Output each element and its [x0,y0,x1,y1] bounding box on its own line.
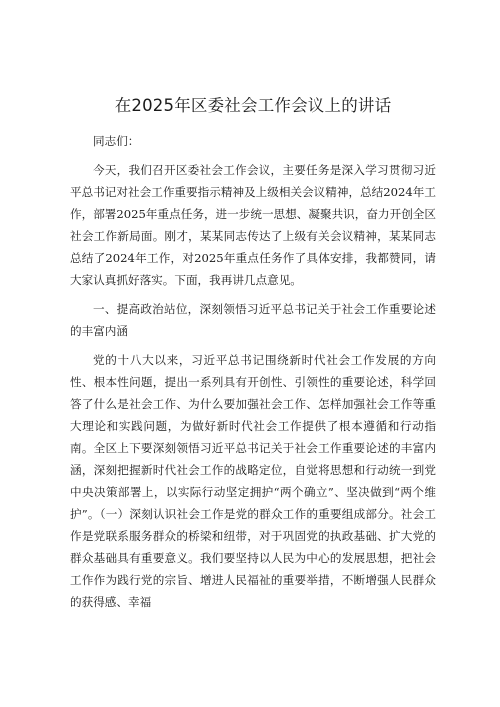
document-title: 在2025年区委社会工作会议上的讲话 [114,96,392,115]
intro-paragraph: 今天，我们召开区委社会工作会议，主要任务是深入学习贯彻习近平总书记对社会工作重要指示精神及上级相关会议精神，总结2024年工作，部署2025年重点任务，进一步统一思想、凝聚共识，奋力开创全区社会工作新局面。刚才，某某同志传达了上级有关会议精神，某某同志总结了2024年工作，对2025年重点任务作了具体安排，我都赞同，请大家认真抓好落实。下面，我再讲几点意见。 [70,163,436,287]
body-paragraph: 党的十八大以来，习近平总书记围绕新时代社会工作发展的方向性、根本性问题，提出一系列具有开创性、引领性的重要论述，科学回答了什么是社会工作、为什么要加强社会工作、怎样加强社会工作等重大理论和实践问题，为做好新时代社会工作提供了根本遵循和行动指南。全区上下要深刻领悟习近平总书记关于社会工作重要论述的丰富内涵，深刻把握新时代社会工作的战略定位，自觉将思想和行动统一到党中央决策部署上，以实际行动坚定拥护“两个确立”、坚决做到“两个维护”。（一）深刻认识社会工作是党的群众工作的重要组成部分。社会工作是党联系服务群众的桥梁和纽带，对于巩固党的执政基础、扩大党的群众基础具有重要意义。我们要坚持以人民为中心的发展思想，把社会工作作为践行党的宗旨、增进人民福祉的重要举措，不断增强人民群众的获得感、幸福 [70,353,436,609]
section-heading: 一、提高政治站位，深刻领悟习近平总书记关于社会工作重要论述的丰富内涵 [70,302,436,338]
document-page [70,92,436,620]
salutation: 同志们： [93,134,140,148]
